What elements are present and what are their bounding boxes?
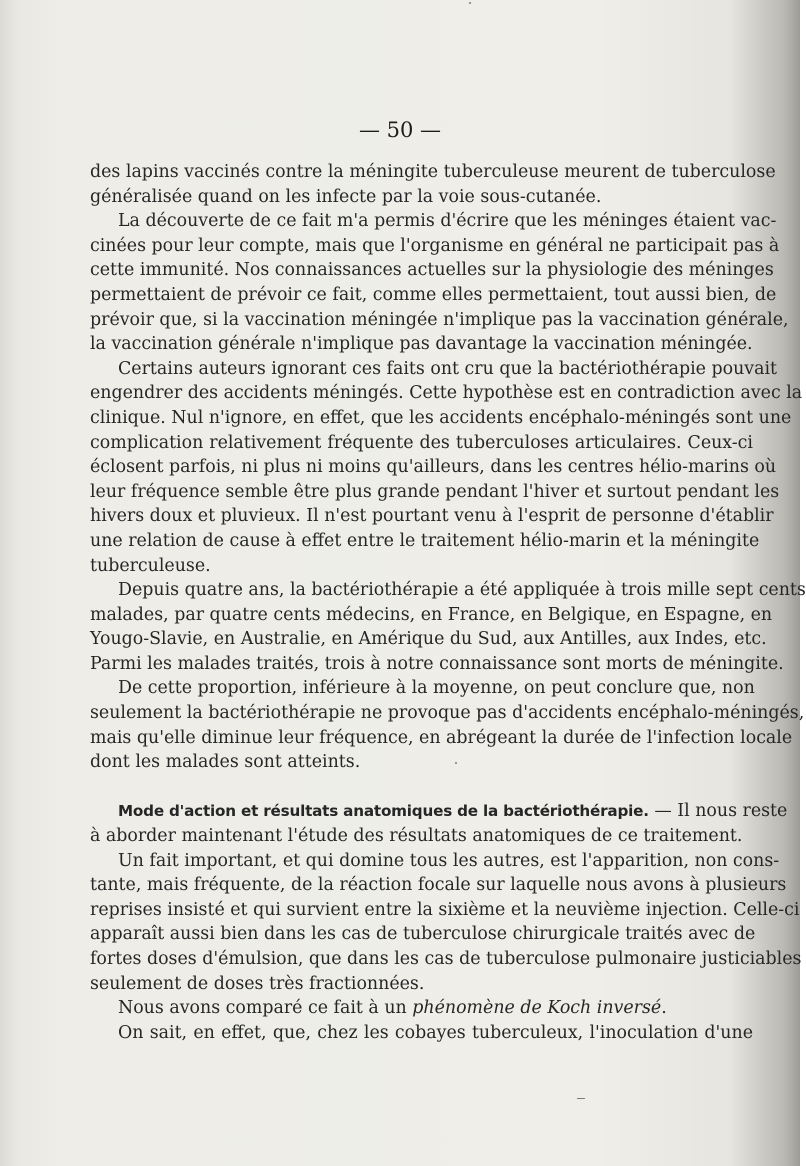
koch-line-after: . <box>661 998 667 1019</box>
text-line: seulement de doses très fractionnées. <box>90 973 425 994</box>
text-line: clinique. Nul n'ignore, en effet, que les accidents encéphalo-méningés sont une <box>90 407 792 428</box>
text-line: hivers doux et pluvieux. Il n'est pourtant venu à l'esprit de personne d'établir <box>90 506 774 527</box>
text-line: dont les malades sont atteints. <box>90 752 361 773</box>
text-line: fortes doses d'émulsion, que dans les cas de tuberculose pulmonaire justiciables <box>90 949 802 969</box>
text-line: des lapins vaccinés contre la méningite tuberculeuse meurent de tuberculose <box>90 162 776 182</box>
paragraph <box>90 578 806 676</box>
text-line: Yougo-Slavie, en Australie, en Amérique du Sud, aux Antilles, aux Indes, etc. <box>90 629 767 650</box>
section-title: Mode d'action et résultats anatomiques de la bactériothérapie. <box>118 802 649 821</box>
paragraph <box>90 357 803 578</box>
scan-speck <box>577 1098 585 1099</box>
text-line: Parmi les malades traités, trois à notre connaissance sont morts de méningite. <box>90 653 784 674</box>
text-line: à aborder maintenant l'étude des résultats anatomiques de ce traitement. <box>90 826 743 847</box>
text-line: éclosent parfois, ni plus ni moins qu'ailleurs, dans les centres hélio-marins où <box>90 457 777 478</box>
paragraph <box>90 996 753 1021</box>
text-line: complication relativement fréquente des tuberculoses articulaires. Ceux-ci <box>90 432 753 453</box>
text-line: seulement la bactériothérapie ne provoque pas d'accidents encéphalo-méningés, <box>90 703 805 724</box>
text-line: malades, par quatre cents médecins, en France, en Belgique, en Espagne, en <box>90 604 773 625</box>
text-line: Certains auteurs ignorant ces faits ont cru que la bactériothérapie pouvait <box>118 358 778 379</box>
text-line: Depuis quatre ans, la bactériothérapie a été appliquée à trois mille sept cents <box>118 580 806 601</box>
text-line: Un fait important, et qui domine tous les autres, est l'apparition, non cons- <box>118 850 780 871</box>
paragraph <box>90 160 776 209</box>
text-line: cinées pour leur compte, mais que l'organisme en général ne participait pas à <box>90 235 780 256</box>
text-line: De cette proportion, inférieure à la moyenne, on peut conclure que, non <box>118 678 755 699</box>
koch-line <box>90 996 753 1021</box>
paragraph <box>90 849 802 997</box>
text-line: La découverte de ce fait m'a permis d'écrire que les méninges étaient vac- <box>118 211 777 232</box>
paragraph <box>90 1021 753 1046</box>
scan-speck <box>455 762 457 764</box>
paragraph <box>90 209 789 357</box>
text-line: On sait, en effet, que, chez les cobayes tuberculeux, l'inoculation d'une <box>118 1022 753 1043</box>
text-line: leur fréquence semble être plus grande pendant l'hiver et surtout pendant les <box>90 481 780 502</box>
section-paragraph <box>90 799 788 848</box>
section-heading-line <box>90 799 788 824</box>
section-heading-rest: — Il nous reste <box>648 801 788 822</box>
koch-line-before: Nous avons comparé ce fait à un <box>118 998 413 1019</box>
text-line: reprises insisté et qui survient entre la sixième et la neuvième injection. Celle-ci <box>90 899 800 920</box>
text-line: permettaient de prévoir ce fait, comme elles permettaient, tout aussi bien, de <box>90 284 777 305</box>
text-line: apparaît aussi bien dans les cas de tuberculose chirurgicale traités avec de <box>90 924 756 945</box>
text-line: cette immunité. Nos connaissances actuelles sur la physiologie des méninges <box>90 260 774 281</box>
section-spacer <box>90 775 753 800</box>
page-number: — 50 — <box>358 118 442 142</box>
text-line: tante, mais fréquente, de la réaction focale sur laquelle nous avons à plusieurs <box>90 875 787 896</box>
body-text <box>90 160 806 1045</box>
text-line: la vaccination générale n'implique pas davantage la vaccination méningée. <box>90 334 753 355</box>
text-line: engendrer des accidents méningés. Cette hypothèse est en contradiction avec la <box>90 383 803 404</box>
paragraph <box>90 676 805 774</box>
text-line: une relation de cause à effet entre le traitement hélio-marin et la méningite <box>90 530 760 551</box>
scan-speck <box>469 2 471 4</box>
text-line: généralisée quand on les infecte par la voie sous-cutanée. <box>90 186 602 207</box>
koch-phenomenon-italic: phénomène de Koch inversé <box>412 998 662 1019</box>
text-line: mais qu'elle diminue leur fréquence, en abrégeant la durée de l'infection locale <box>90 727 793 748</box>
text-line: tuberculeuse. <box>90 555 211 576</box>
text-line: prévoir que, si la vaccination méningée n'implique pas la vaccination générale, <box>90 309 789 330</box>
